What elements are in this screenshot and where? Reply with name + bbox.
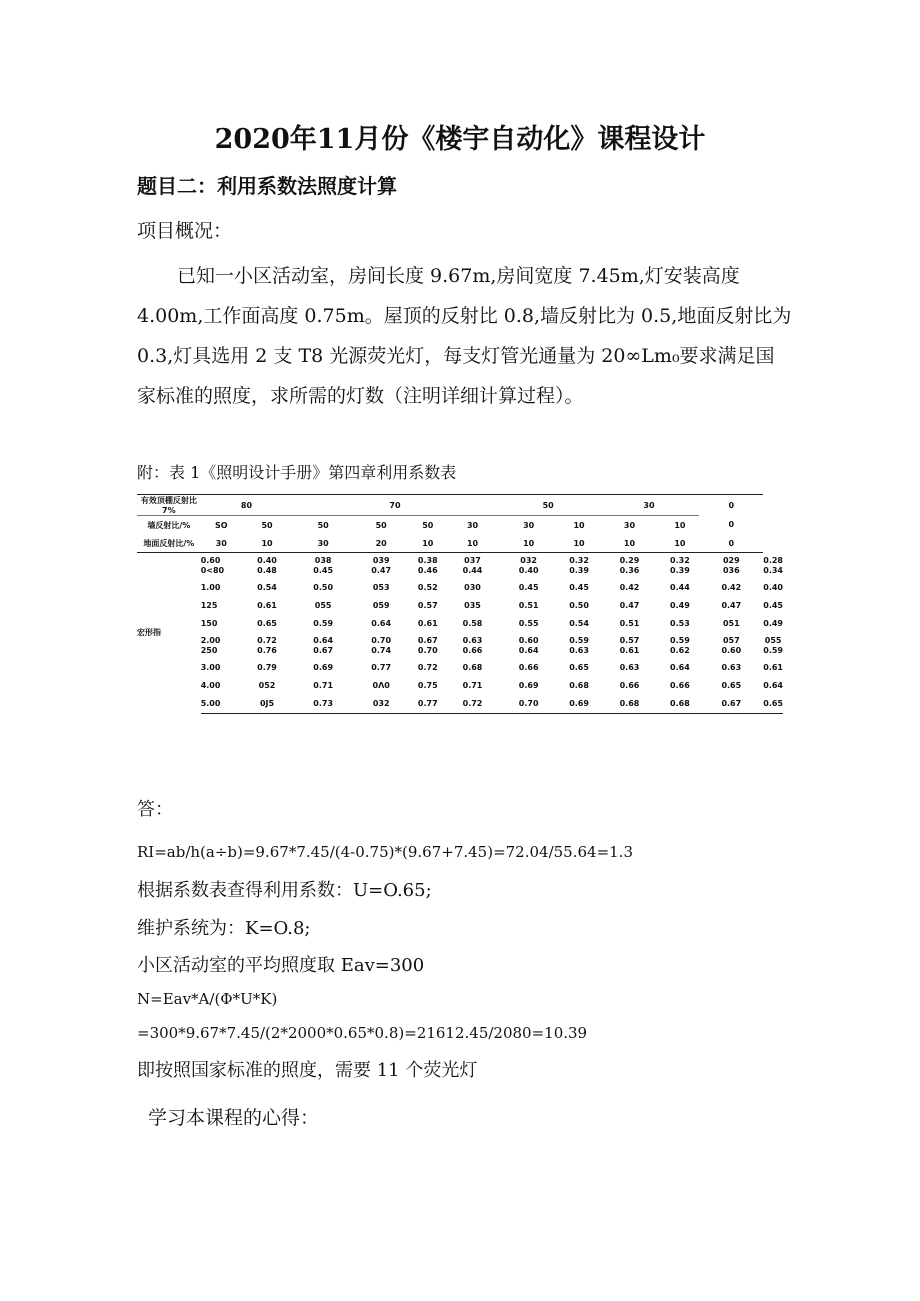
coefficient-cell: 0.64 <box>670 662 690 672</box>
coefficient-cell: 0.51 <box>619 618 640 628</box>
coefficient-cell: 0.72 <box>417 662 438 672</box>
coefficient-cell: 051 <box>722 618 740 628</box>
coefficient-cell: 0.28 0.34 <box>763 555 783 575</box>
coefficient-cell: 055 <box>314 600 332 610</box>
coefficient-cell: 0.47 <box>619 600 640 610</box>
coefficient-cell: 0.40 0.48 <box>257 555 277 575</box>
coefficient-cell: 0.50 <box>569 600 589 610</box>
coefficient-cell: 0.67 0.70 <box>417 635 438 655</box>
coefficient-cell: 037 0.44 <box>462 555 483 575</box>
coefficient-cell: 0.67 <box>699 695 763 714</box>
coefficient-cell: 0.51 <box>518 600 539 610</box>
coefficient-cell: 0.42 <box>721 582 742 592</box>
coefficient-cell: 0.55 <box>518 618 539 628</box>
coefficient-cell: 0.69 <box>560 695 599 714</box>
table-row <box>137 579 783 597</box>
coefficient-cell: 0.38 0.46 <box>417 555 438 575</box>
coefficient-cell: 0.68 <box>462 662 483 672</box>
coefficient-cell: 0.45 <box>518 582 539 592</box>
header-cell: 20 <box>354 534 408 553</box>
coefficient-cell: 052 <box>258 680 276 690</box>
coefficient-cell: 0.69 <box>518 680 539 690</box>
header-cell: 10 <box>560 534 599 553</box>
coefficient-cell: 0.45 <box>763 600 783 610</box>
coefficient-cell: 0.69 <box>313 662 334 672</box>
room-index-value: 1.00 <box>200 582 221 592</box>
room-index-value: 150 <box>200 618 218 628</box>
header-cell: 30 <box>292 534 354 553</box>
project-description <box>137 256 792 416</box>
coefficient-cell: 0.64 <box>763 680 783 690</box>
coefficient-cell: 0.77 <box>371 662 392 672</box>
coefficient-cell: 0.59 0.63 <box>569 635 589 655</box>
table-row <box>137 553 783 579</box>
coefficient-cell: 0.64 0.67 <box>313 635 334 655</box>
header-cell: 30 <box>523 520 535 530</box>
overview-label: 项目概况： <box>137 220 233 242</box>
header-cell: 30 <box>599 495 700 516</box>
coefficient-cell: 0.57 <box>417 600 438 610</box>
coefficient-cell: 0.63 <box>619 662 640 672</box>
table-row <box>137 677 783 695</box>
coefficient-cell: 0.50 <box>313 582 334 592</box>
coefficient-cell: 0.71 <box>462 680 483 690</box>
coefficient-cell: 0.77 <box>408 695 447 714</box>
coefficient-cell: 0.70 <box>498 695 560 714</box>
topic-heading: 题目二：利用系数法照度计算 <box>137 174 397 198</box>
document-title: 2020年11月份《楼宇自动化》课程设计 <box>214 124 706 155</box>
coefficient-cell: 0.60 0.64 <box>518 635 539 655</box>
coefficient-cell: 0.53 <box>670 618 690 628</box>
illuminance-line: 小区活动室的平均照度取 Eav=300 <box>137 955 425 976</box>
header-cell: 50 <box>317 520 329 530</box>
coefficient-cell: 0.72 0.76 <box>257 635 277 655</box>
coefficient-cell: 0.66 <box>518 662 539 672</box>
coefficient-cell: 0.73 <box>292 695 354 714</box>
room-index-label: 宏形指 <box>137 628 161 637</box>
floor-label: 地面反射比/% <box>137 534 201 553</box>
coefficient-cell: 059 <box>372 600 390 610</box>
header-cell: 10 <box>674 520 686 530</box>
header-cell: 30 <box>466 520 479 530</box>
room-index-value: 2.00 250 <box>200 635 221 655</box>
coefficient-cell: 0.32 0.39 <box>670 555 690 575</box>
header-cell: 70 <box>292 495 498 516</box>
room-index-value: 3.00 <box>200 662 221 672</box>
wall-label: 墙反射比/% <box>147 520 191 530</box>
formula-line: N=Eav*A/(Φ*U*K) <box>137 990 278 1008</box>
table-row <box>137 695 783 714</box>
result-line: 即按照国家标准的照度，需要 11 个荧光灯 <box>137 1060 478 1081</box>
answer-label: 答： <box>137 799 173 820</box>
coefficient-cell: 0.65 <box>569 662 589 672</box>
coefficient-cell: 0.49 <box>763 618 783 628</box>
floor-reflectance-row <box>137 534 783 553</box>
coefficient-cell: 0.59 0.62 <box>670 635 690 655</box>
coefficient-cell: 0.65 <box>763 695 783 714</box>
coefficient-cell: 0J5 <box>242 695 292 714</box>
coefficient-cell: 053 <box>372 582 390 592</box>
coefficient-line: 根据系数表查得利用系数：U=O.65; <box>137 880 432 901</box>
coefficient-cell: 0.72 <box>447 695 497 714</box>
header-cell: SO <box>214 520 228 530</box>
room-index-value: 0.60 0<80 <box>200 555 225 575</box>
header-cell: 50 <box>498 495 599 516</box>
header-cell: 0 <box>699 495 763 516</box>
coefficient-cell: 0.66 <box>670 680 690 690</box>
coefficient-cell: 0.61 <box>417 618 438 628</box>
coefficient-cell: 0.49 <box>670 600 690 610</box>
room-index-value: 4.00 <box>200 680 221 690</box>
description-line: 已知一小区活动室，房间长度 9.67m,房间宽度 7.45m,灯安装高度 <box>177 265 740 287</box>
description-line: 4.00m,工作面高度 0.75m。屋顶的反射比 0.8,墙反射比为 0.5,地面反射比为 <box>137 305 792 327</box>
room-index-line: RI=ab/h(a÷b)=9.67*7.45/(4-0.75)*(9.67+7.45)=72.04/55.64=1.3 <box>137 843 633 861</box>
coefficient-cell: 0.68 <box>599 695 661 714</box>
table-row <box>137 633 783 659</box>
coefficient-cell: 0.68 <box>569 680 589 690</box>
maintenance-line: 维护系统为：K=O.8; <box>137 918 311 939</box>
header-cell: 10 <box>498 534 560 553</box>
coefficient-cell: 0.52 <box>417 582 438 592</box>
header-cell: 10 <box>242 534 292 553</box>
header-cell: 80 <box>201 495 293 516</box>
header-cell: 0 <box>699 534 763 553</box>
reflection-label: 学习本课程的心得： <box>148 1107 320 1129</box>
coefficient-cell: 0.65 <box>721 680 742 690</box>
header-cell: 30 <box>201 534 242 553</box>
coefficient-cell: 0.65 <box>257 618 277 628</box>
table-caption: 附：表 1《照明设计手册》第四章利用系数表 <box>137 463 457 482</box>
description-line: 0.3,灯具选用 2 支 T8 光源荧光灯，每支灯管光通量为 20∞Lm₀要求满足国 <box>137 345 775 367</box>
utilization-coefficient-table <box>137 494 783 714</box>
coefficient-cell: 0.61 <box>257 600 277 610</box>
coefficient-cell: 032 0.40 <box>518 555 539 575</box>
coefficient-cell: 0.42 <box>619 582 640 592</box>
wall-reflectance-row <box>137 516 783 535</box>
coefficient-cell: 0.54 <box>257 582 277 592</box>
coefficient-cell: 0.59 <box>313 618 334 628</box>
coefficient-cell: 0.47 <box>721 600 742 610</box>
coefficient-cell: 0.70 0.74 <box>371 635 392 655</box>
coefficient-cell: 0.66 <box>619 680 640 690</box>
coefficient-cell: 0.68 <box>660 695 699 714</box>
coefficient-cell: 032 <box>354 695 408 714</box>
coefficient-cell: 038 0.45 <box>313 555 334 575</box>
header-cell: 0 <box>728 520 735 530</box>
coefficient-cell: 0.29 0.36 <box>619 555 640 575</box>
header-cell: 30 <box>623 520 636 530</box>
coefficient-cell: 035 <box>464 600 481 610</box>
table-row <box>137 615 783 633</box>
coefficient-cell: 0.57 0.61 <box>619 635 640 655</box>
coefficient-cell: 029 036 <box>722 555 740 575</box>
coefficient-cell: 0.63 <box>721 662 742 672</box>
coefficient-cell: 0.64 <box>371 618 392 628</box>
coefficient-cell: 0.40 <box>763 582 783 592</box>
coefficient-cell: 0.44 <box>670 582 690 592</box>
coefficient-cell: 055 0.59 <box>763 635 783 655</box>
coefficient-cell: 0.79 <box>257 662 277 672</box>
table-row <box>137 597 783 615</box>
coefficient-cell: 030 <box>464 582 481 592</box>
header-cell: 50 <box>422 520 434 530</box>
header-cell: 10 <box>447 534 497 553</box>
coefficient-cell: 0.71 <box>313 680 334 690</box>
coefficient-cell: 0.54 <box>569 618 589 628</box>
coefficient-cell: 0.32 0.39 <box>569 555 589 575</box>
coefficient-cell: 0.61 <box>763 662 783 672</box>
room-index-value: 5.00 <box>201 695 242 714</box>
calculation-line: =300*9.67*7.45/(2*2000*0.65*0.8)=21612.45/2080=10.39 <box>137 1024 588 1042</box>
coefficient-cell: 0.75 <box>417 680 438 690</box>
ceiling-label: 有效顶棚反射比 7% <box>137 495 201 516</box>
room-index-value: 125 <box>200 600 218 610</box>
header-cell: 10 <box>408 534 447 553</box>
description-line: 家标准的照度，求所需的灯数（注明详细计算过程）。 <box>137 385 584 407</box>
coefficient-cell: 0Λ0 <box>372 680 390 690</box>
header-cell: 50 <box>375 520 387 530</box>
coefficient-cell: 039 0.47 <box>371 555 392 575</box>
coefficient-cell: 0.58 <box>462 618 483 628</box>
ceiling-reflectance-row <box>137 495 783 516</box>
header-cell: 10 <box>660 534 699 553</box>
coefficient-cell: 057 0.60 <box>721 635 742 655</box>
header-cell: 10 <box>599 534 661 553</box>
coefficient-cell: 0.45 <box>569 582 589 592</box>
table-row <box>137 659 783 677</box>
header-cell: 50 <box>261 520 273 530</box>
header-cell: 10 <box>573 520 585 530</box>
coefficient-cell: 0.63 0.66 <box>462 635 483 655</box>
